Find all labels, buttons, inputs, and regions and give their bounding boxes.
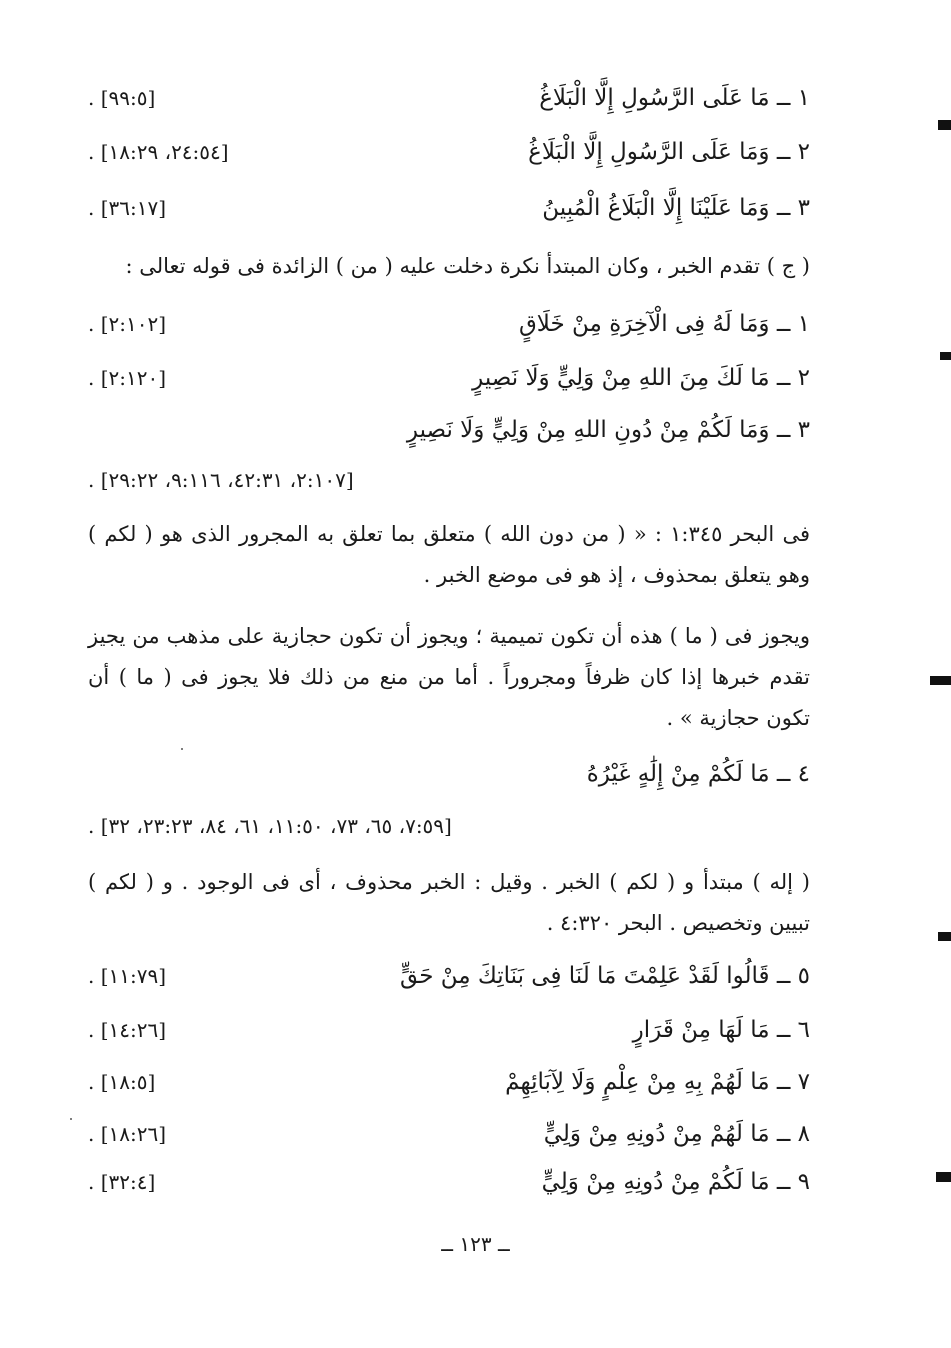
scan-edge-mark xyxy=(930,676,951,685)
verse-line xyxy=(88,358,810,398)
verse-text: ١ ــ وَمَا لَهُ فِى الْآخِرَةِ مِنْ خَلَاقٍ xyxy=(518,311,810,337)
verse-reference: [٣٢:٤] . xyxy=(88,1170,156,1194)
verse-reference: [١٨:٥] . xyxy=(88,1070,156,1094)
scan-edge-mark xyxy=(938,932,951,941)
verse-line xyxy=(88,956,810,996)
verse-reference: [٢:١٠٧، ٤٢:٣١، ٩:١١٦، ٢٩:٢٢] . xyxy=(88,468,354,492)
verse-line xyxy=(88,188,810,228)
verse-text: ٨ ــ مَا لَهُمْ مِنْ دُونِهِ مِنْ وَلِيٍّ xyxy=(543,1121,810,1147)
scan-edge-mark xyxy=(940,352,951,360)
verse-line xyxy=(88,132,810,172)
verse-text: ٢ ــ وَمَا عَلَى الرَّسُولِ إِلَّا الْبَلَاغُ xyxy=(528,139,810,165)
page-number: ــ ١٢٣ ــ xyxy=(441,1232,510,1256)
verse-text: ٥ ــ قَالُوا لَقَدْ عَلِمْتَ مَا لَنَا فِى بَنَاتِكَ مِنْ حَقٍّ xyxy=(400,963,810,989)
verse-text: ٢ ــ مَا لَكَ مِنَ اللهِ مِنْ وَلِيٍّ وَلَا نَصِيرٍ xyxy=(472,365,810,391)
verse-line xyxy=(88,1162,810,1202)
verse-text: ٩ ــ مَا لَكُمْ مِنْ دُونِهِ مِنْ وَلِيٍّ xyxy=(541,1169,810,1195)
verse-reference: [٢:١٠٢] . xyxy=(88,312,167,336)
verse-reference: [١١:٧٩] . xyxy=(88,964,167,988)
verse-reference: [٣٦:١٧] . xyxy=(88,196,167,220)
verse-line xyxy=(88,1010,810,1050)
verse-line xyxy=(88,1114,810,1154)
commentary-paragraph: فى البحر ١:٣٤٥ : « ( من دون الله ) متعلق بما تعلق به المجرور الذى هو ( لكم ) وهو يتعلق بمحذوف ، إذ هو فى موضع الخبر . xyxy=(88,522,811,587)
scan-speck xyxy=(70,1118,72,1120)
verse-reference: [١٨:٢٦] . xyxy=(88,1122,167,1146)
scan-edge-mark xyxy=(938,120,951,130)
verse-line xyxy=(88,1062,810,1102)
verse-text: ٤ ــ مَا لَكُمْ مِنْ إِلَٰهٍ غَيْرُهُ xyxy=(586,761,810,787)
verse-reference: [١٤:٢٦] . xyxy=(88,1018,167,1042)
verse-line xyxy=(88,78,810,118)
verse-reference: [٢:١٢٠] . xyxy=(88,366,167,390)
verse-text: ٦ ــ مَا لَهَا مِنْ قَرَارٍ xyxy=(632,1017,810,1043)
verse-reference: [٧:٥٩، ٦٥، ٧٣، ١١:٥٠، ٦١، ٨٤، ٢٣:٢٣، ٣٢] . xyxy=(88,814,452,838)
commentary-paragraph: ويجوز فى ( ما ) هذه أن تكون تميمية ؛ ويجوز أن تكون حجازية على مذهب من يجيز تقدم خبرها إذا كان ظرفاً ومجروراً . أما من منع من ذلك فلا يجوز فى ( ما ) أن تكون حجازية » . xyxy=(88,624,810,730)
section-heading-c: ( ج ) تقدم الخبر ، وكان المبتدأ نكرة دخلت عليه ( من ) الزائدة فى قوله تعالى : xyxy=(125,254,810,278)
verse-line xyxy=(88,304,810,344)
verse-text: ١ ــ مَا عَلَى الرَّسُولِ إِلَّا الْبَلَاغُ xyxy=(539,85,810,111)
verse-line xyxy=(88,410,810,450)
verse-text: ٣ ــ وَمَا لَكُمْ مِنْ دُونِ اللهِ مِنْ وَلِيٍّ وَلَا نَصِيرٍ xyxy=(406,417,810,443)
verse-reference: [٩٩:٥] . xyxy=(88,86,156,110)
verse-reference: [٢٤:٥٤، ١٨:٢٩] . xyxy=(88,140,229,164)
commentary-paragraph: ( إله ) مبتدأ و ( لكم ) الخبر . وقيل : الخبر محذوف ، أى فى الوجود . و ( لكم ) تبيين وتخصيص . البحر ٤:٣٢٠ . xyxy=(88,870,810,935)
verse-text: ٣ ــ وَمَا عَلَيْنَا إِلَّا الْبَلَاغُ الْمُبِينُ xyxy=(542,195,810,221)
scan-speck xyxy=(181,748,183,750)
verse-text: ٧ ــ مَا لَهُمْ بِهِ مِنْ عِلْمٍ وَلَا لِآبَائِهِمْ xyxy=(505,1069,810,1095)
scan-edge-mark xyxy=(936,1172,951,1182)
verse-line xyxy=(88,754,810,794)
